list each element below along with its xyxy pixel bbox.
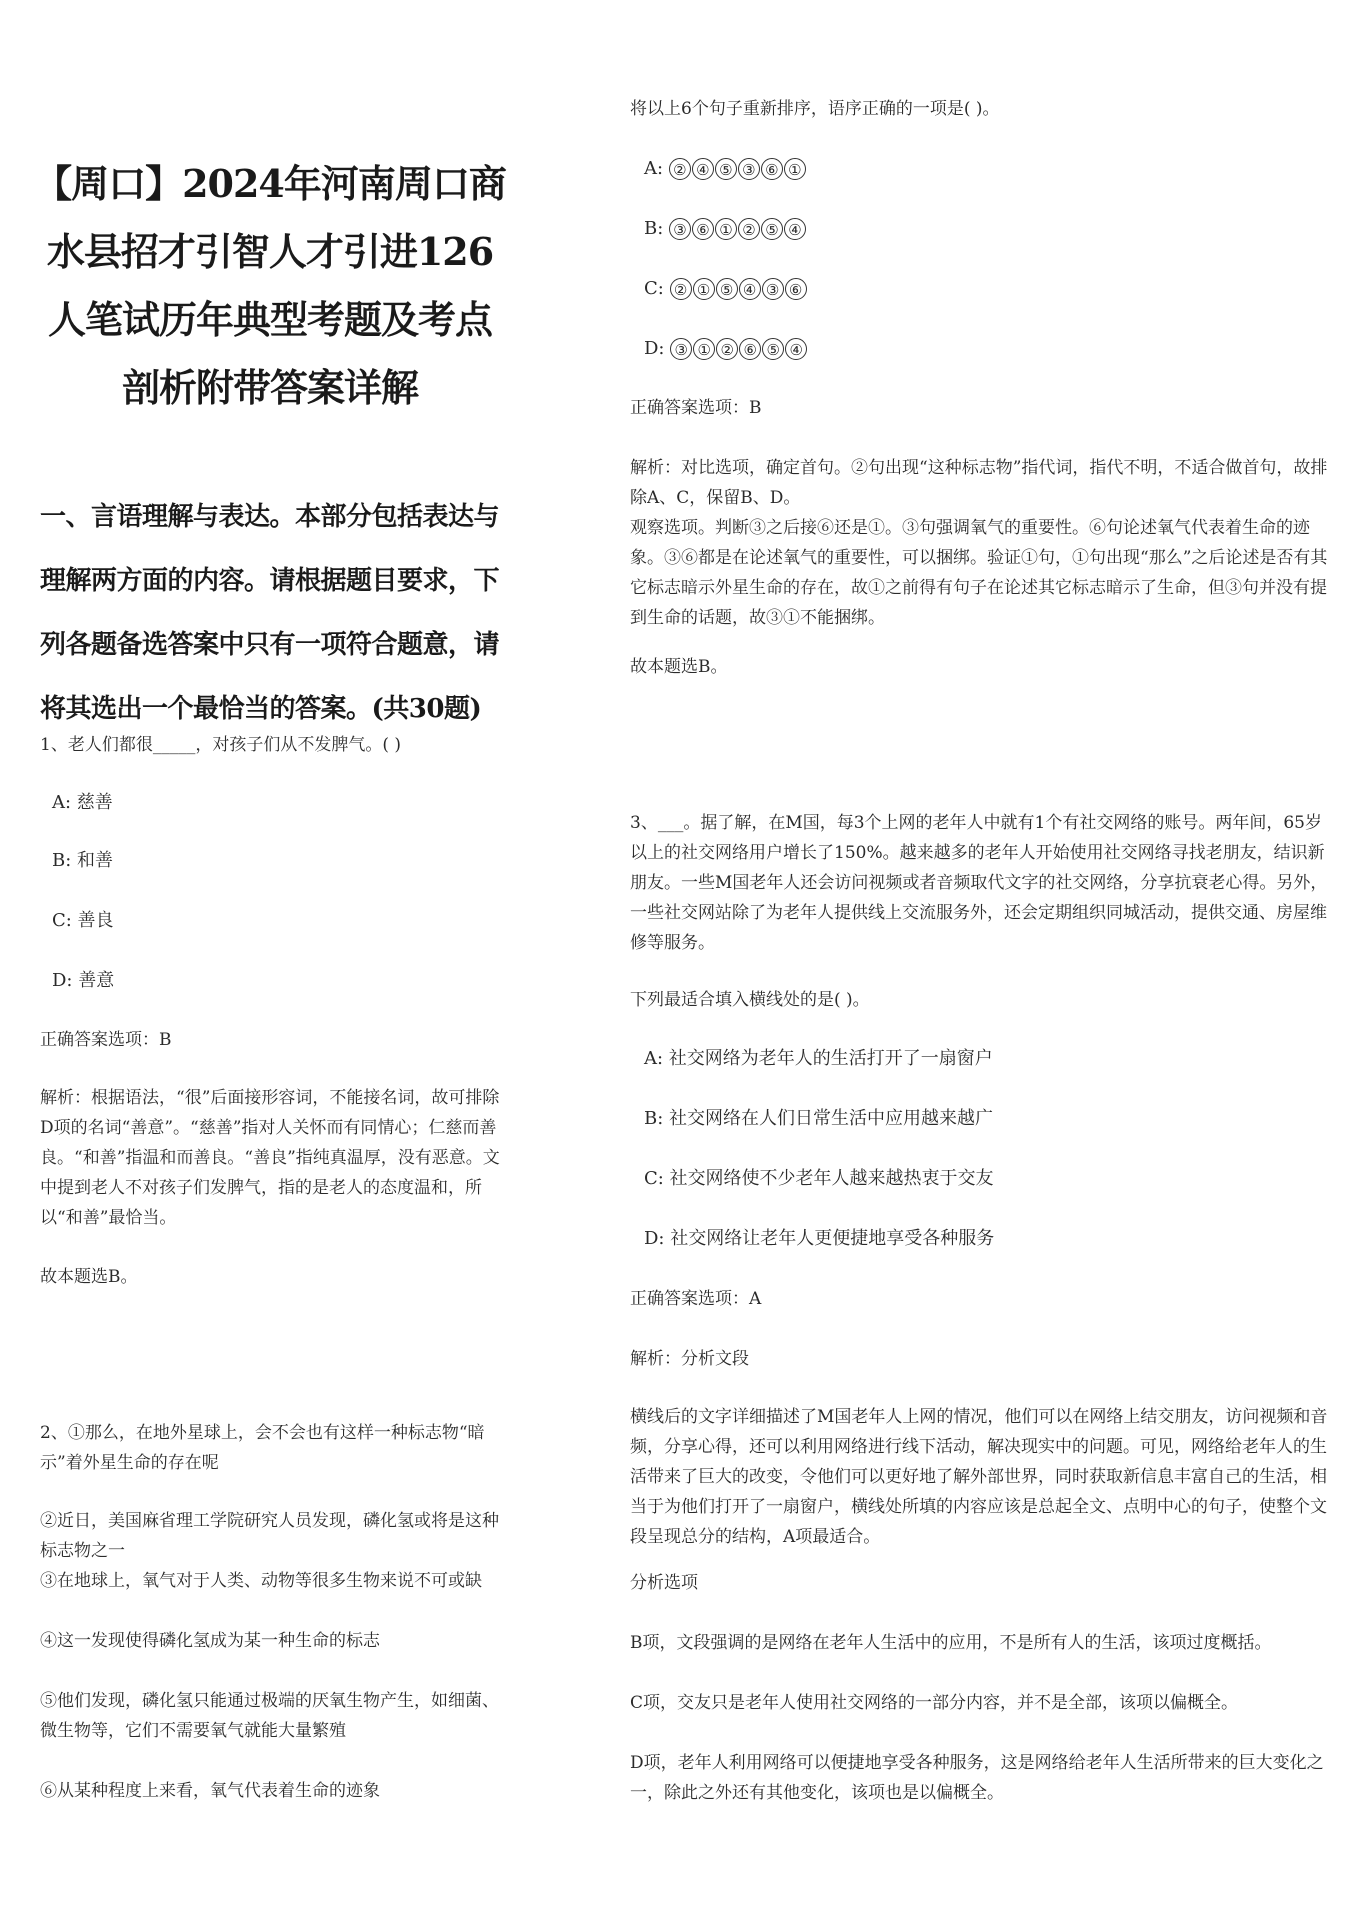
q3-option-b-analysis: B项，文段强调的是网络在老年人生活中的应用，不是所有人的生活，该项过度概括。 xyxy=(630,1633,1272,1653)
q2-sentence: ③在地球上，氧气对于人类、动物等很多生物来说不可或缺 xyxy=(40,1571,482,1591)
q1-option-c: C: 善良 xyxy=(52,910,114,931)
q2-sentence: ⑤他们发现，磷化氢只能通过极端的厌氧生物产生，如细菌、微生物等，它们不需要氧气就能大量繁殖 xyxy=(40,1691,499,1741)
q2-sentence: ④这一发现使得磷化氢成为某一种生命的标志 xyxy=(40,1631,380,1651)
q2-sentence: ⑥从某种程度上来看，氧气代表着生命的迹象 xyxy=(40,1781,380,1801)
q1-option-a: A: 慈善 xyxy=(52,792,113,813)
q2-option-a: A: ② ④ ⑤ ③ ⑥ ① xyxy=(644,156,807,182)
q1-analysis: 解析：根据语法，“很”后面接形容词，不能接名词，故可排除D项的名词“善意”。“慈善”指对人关怀而有同情心；仁慈而善良。“和善”指温和而善良。“善良”指纯真温厚，没有恶意。文中提到老人不对孩子们发脾气，指的是老人的态度温和，所以“和善”最恰当。 xyxy=(40,1088,500,1228)
q1-answer: 正确答案选项：B xyxy=(40,1030,172,1050)
q3-option-c-analysis: C项，交友只是老年人使用社交网络的一部分内容，并不是全部，该项以偏概全。 xyxy=(630,1693,1239,1713)
q3-option-c: C: 社交网络使不少老年人越来越热衷于交友 xyxy=(644,1168,994,1189)
q2-answer: 正确答案选项：B xyxy=(630,398,762,418)
q2-sentence: ②近日，美国麻省理工学院研究人员发现，磷化氢或将是这种标志物之一 xyxy=(40,1511,499,1561)
q1-stem: 1、老人们都很_____，对孩子们从不发脾气。( ) xyxy=(40,735,401,755)
q3-analysis-options: 分析选项 xyxy=(630,1573,698,1593)
q3-answer: 正确答案选项：A xyxy=(630,1289,762,1309)
q3-option-b: B: 社交网络在人们日常生活中应用越来越广 xyxy=(644,1108,994,1129)
q2-option-b: B: ③ ⑥ ① ② ⑤ ④ xyxy=(644,216,807,242)
q3-analysis-body: 横线后的文字详细描述了M国老年人上网的情况，他们可以在网络上结交朋友，访问视频和音频，分享心得，还可以利用网络进行线下活动，解决现实中的问题。可见，网络给老年人的生活带来了巨大的改变，令他们可以更好地了解外部世界，同时获取新信息丰富自己的生活，相当于为他们打开了一扇窗户，横线处所填的内容应该是总起全文、点明中心的句子，使整个文段呈现总分的结构，A项最适合。 xyxy=(630,1407,1328,1547)
q3-option-a: A: 社交网络为老年人的生活打开了一扇窗户 xyxy=(644,1048,993,1069)
q3-option-d-analysis: D项，老年人利用网络可以便捷地享受各种服务，这是网络给老年人生活所带来的巨大变化之一，除此之外还有其他变化，该项也是以偏概全。 xyxy=(630,1753,1324,1803)
q2-analysis-2: 观察选项。判断③之后接⑥还是①。③句强调氧气的重要性。⑥句论述氧气代表着生命的迹象。③⑥都是在论述氧气的重要性，可以捆绑。验证①句，①句出现“那么”之后论述是否有其它标志暗示外星生命的存在，故①之前得有句子在论述其它标志暗示了生命，但③句并没有提到生命的话题，故③①不能捆绑。 xyxy=(630,518,1328,628)
q2-analysis: 解析：对比选项，确定首句。②句出现“这种标志物”指代词，指代不明，不适合做首句，故排除A、C，保留B、D。 xyxy=(630,458,1328,508)
q3-option-d: D: 社交网络让老年人更便捷地享受各种服务 xyxy=(644,1228,995,1249)
q2-prompt: 将以上6个句子重新排序，语序正确的一项是( )。 xyxy=(630,99,1000,119)
q1-option-d: D: 善意 xyxy=(52,970,115,991)
q1-conclusion: 故本题选B。 xyxy=(40,1267,138,1287)
q1-option-b: B: 和善 xyxy=(52,850,114,871)
section-heading: 一、言语理解与表达。本部分包括表达与理解两方面的内容。请根据题目要求，下列各题备选答案中只有一项符合题意，请将其选出一个最恰当的答案。(共30题) xyxy=(40,502,500,724)
q2-option-c: C: ② ① ⑤ ④ ③ ⑥ xyxy=(644,276,808,302)
q2-conclusion: 故本题选B。 xyxy=(630,657,728,677)
q3-stem: 3、___。据了解，在M国，每3个上网的老年人中就有1个有社交网络的账号。两年间，65岁以上的社交网络用户增长了150%。越来越多的老年人开始使用社交网络寻找老朋友，结识新朋友。一些M国老年人还会访问视频或者音频取代文字的社交网络，分享抗衰老心得。另外，一些社交网站除了为老年人提供线上交流服务外，还会定期组织同城活动，提供交通、房屋维修等服务。 xyxy=(630,813,1328,953)
q2-stem: 2、①那么，在地外星球上，会不会也有这样一种标志物“暗示”着外星生命的存在呢 xyxy=(40,1423,485,1473)
q2-option-d: D: ③ ① ② ⑥ ⑤ ④ xyxy=(644,336,808,362)
page-title: 【周口】2024年河南周口商水县招才引智人才引进126人笔试历年典型考题及考点剖析附带答案详解 xyxy=(34,161,506,410)
q3-prompt: 下列最适合填入横线处的是( )。 xyxy=(630,990,870,1010)
q3-analysis-head: 解析：分析文段 xyxy=(630,1349,749,1369)
